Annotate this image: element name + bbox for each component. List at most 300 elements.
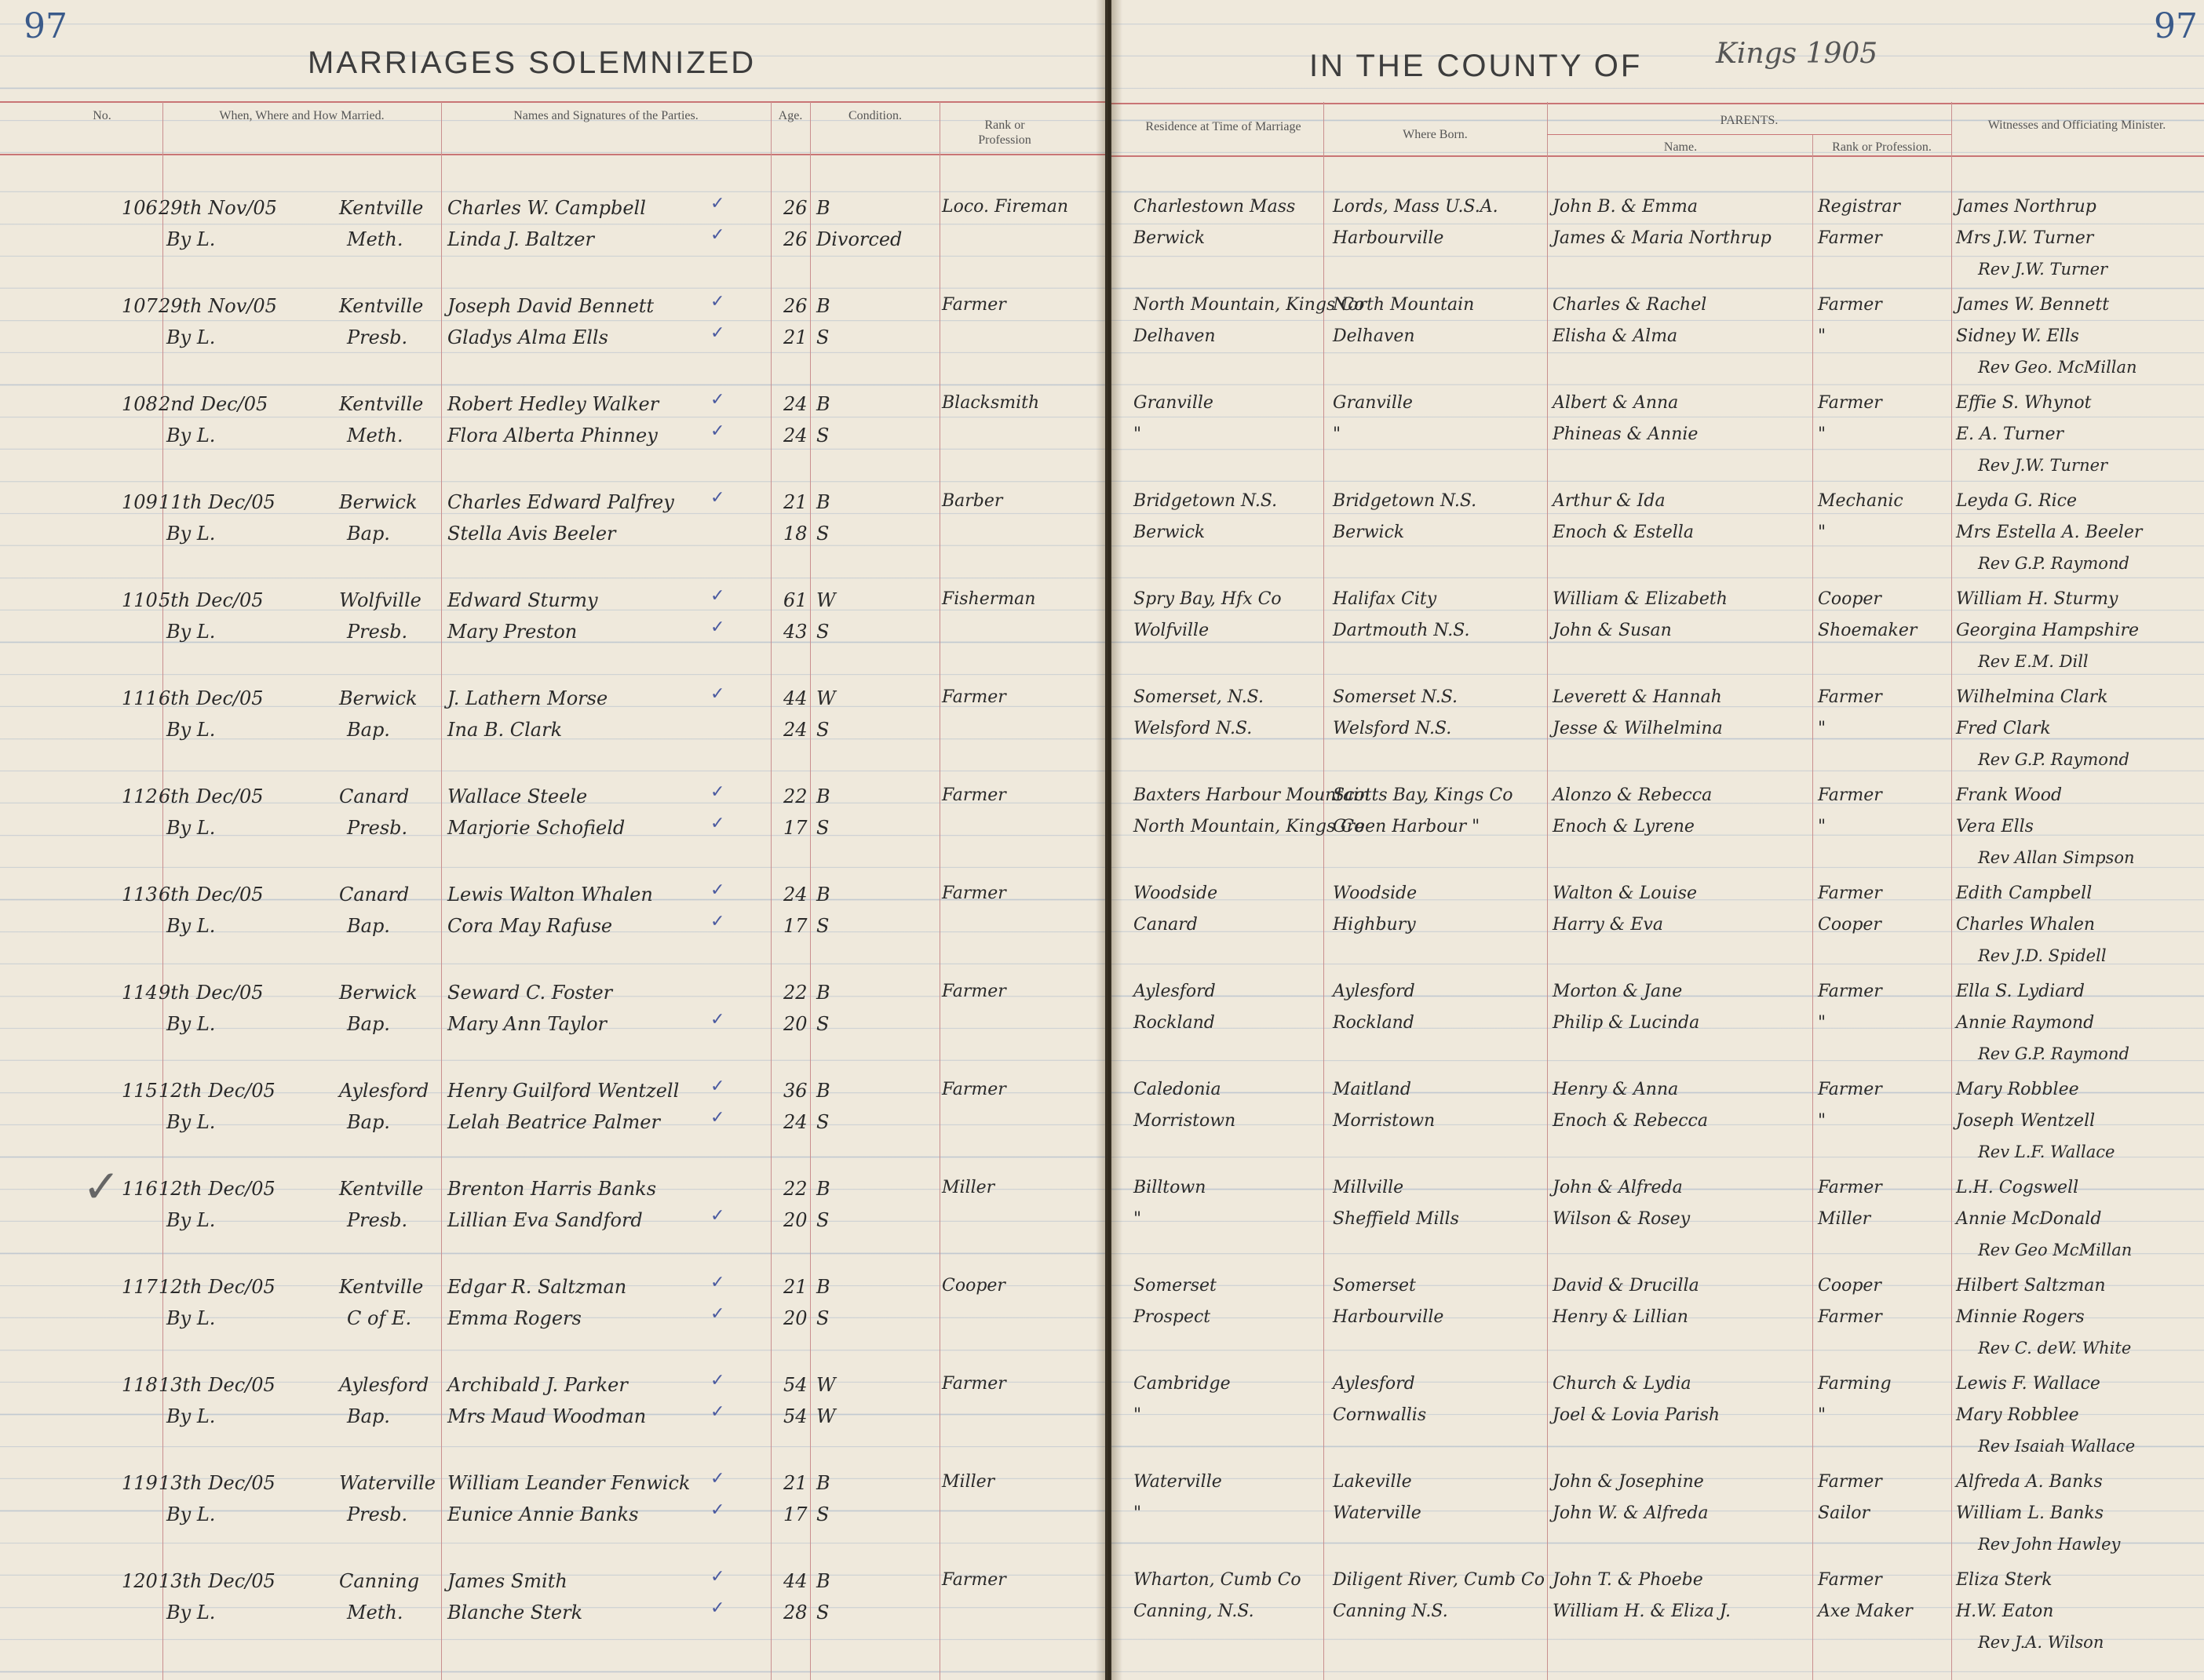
page-title-left: MARRIAGES SOLEMNIZED [308,46,757,80]
bride-name: Emma Rogers [447,1307,582,1329]
groom-parents-rank: Farmer [1818,295,1882,315]
bride-parents-rank: " [1818,1405,1826,1425]
witness: Edith Campbell [1956,884,2093,903]
marriage-place: Canning [339,1570,420,1592]
groom-residence: Bridgetown N.S. [1133,491,1278,511]
groom-condition: B [816,393,830,415]
bride-parents-rank: Cooper [1818,915,1881,935]
bride-parents-rank: Farmer [1818,1307,1882,1327]
entry-number: 110 [122,589,158,611]
bride-age: 24 [783,1111,808,1133]
marriage-date: 6th Dec/05 [159,687,264,709]
groom-name: Charles W. Campbell [447,197,646,219]
verification-check: ✓ [710,488,725,508]
entry-number: 108 [122,393,158,415]
marriage-date: 13th Dec/05 [159,1570,276,1592]
bride-parents-rank: Miller [1818,1209,1871,1229]
witness: Mary Robblee [1956,1405,2079,1425]
bride-name: Lillian Eva Sandford [447,1209,643,1231]
marriage-place: Berwick [339,687,418,709]
groom-residence: Somerset [1133,1276,1217,1296]
header-rule-bottom [1111,155,2204,157]
groom-residence: Granville [1133,393,1213,413]
groom-birthplace: Maitland [1333,1080,1411,1099]
bride-birthplace: Welsford N.S. [1333,719,1452,738]
witness: Charles Whalen [1956,915,2096,935]
marriage-date: 13th Dec/05 [159,1374,276,1396]
groom-parents-rank: Cooper [1818,589,1881,609]
bride-age: 21 [783,326,808,348]
groom-name: James Smith [447,1570,567,1592]
groom-birthplace: Bridgetown N.S. [1333,491,1477,511]
bride-age: 20 [783,1307,808,1329]
verification-check: ✓ [710,782,725,802]
groom-condition: B [816,1080,830,1102]
license-type: By L. [166,1307,216,1329]
column-rule [1323,102,1324,1680]
officiating-minister: Rev J.A. Wilson [1978,1633,2104,1652]
bride-parents: Henry & Lillian [1553,1307,1688,1327]
marriage-place: Kentville [339,1178,424,1200]
license-type: By L. [166,326,216,348]
officiating-minister: Rev Geo McMillan [1978,1241,2133,1259]
groom-residence: Spry Bay, Hfx Co [1133,589,1282,609]
groom-birthplace: Granville [1333,393,1413,413]
header-residence: Residence at Time of Marriage [1145,120,1301,133]
denomination: Presb. [347,1209,408,1231]
groom-parents-rank: Mechanic [1818,491,1903,511]
bride-condition: S [816,621,830,643]
groom-parents: John & Josephine [1553,1472,1704,1492]
witness: Eliza Sterk [1956,1570,2053,1590]
bride-parents: Philip & Lucinda [1553,1013,1700,1033]
groom-parents: John T. & Phoebe [1553,1570,1703,1590]
witness: Hilbert Saltzman [1956,1276,2106,1296]
groom-parents: Arthur & Ida [1553,491,1666,511]
witness: Lewis F. Wallace [1956,1374,2100,1394]
groom-name: Lewis Walton Whalen [447,884,653,906]
groom-parents-rank: Farmer [1818,393,1882,413]
header-no: No. [93,109,111,122]
bride-parents-rank: " [1818,719,1826,738]
verification-check: ✓ [710,618,725,637]
marriage-date: 11th Dec/05 [159,491,276,513]
header-age: Age. [778,109,803,122]
groom-parents-rank: Farmer [1818,687,1882,707]
verification-check: ✓ [710,225,725,245]
groom-name: Seward C. Foster [447,982,613,1004]
bride-age: 20 [783,1013,808,1035]
officiating-minister: Rev J.D. Spidell [1978,946,2107,965]
page-title-right: IN THE COUNTY OF [1309,49,1643,83]
column-rule [441,102,442,1680]
bride-residence: " [1133,425,1142,444]
groom-birthplace: Lords, Mass U.S.A. [1333,197,1498,217]
bride-parents-rank: " [1818,326,1826,346]
entry-number: 113 [122,884,158,906]
bride-residence: Berwick [1133,228,1206,248]
groom-name: Edward Sturmy [447,589,598,611]
verification-check: ✓ [710,1598,725,1618]
license-type: By L. [166,621,216,643]
header-rank: Rank or Profession [978,118,1031,147]
bride-residence: Berwick [1133,523,1206,542]
bride-parents-rank: Farmer [1818,228,1882,248]
verification-check: ✓ [710,1567,725,1587]
entry-number: 117 [122,1276,158,1298]
right-page [1111,0,2204,1680]
bride-residence: Prospect [1133,1307,1211,1327]
witness: Fred Clark [1956,719,2051,738]
groom-birthplace: North Mountain [1333,295,1475,315]
groom-age: 26 [783,295,808,317]
verification-check: ✓ [710,421,725,441]
marriage-date: 29th Nov/05 [159,295,277,317]
bride-parents: Phineas & Annie [1553,425,1699,444]
bride-name: Eunice Annie Banks [447,1503,639,1525]
bride-birthplace: Waterville [1333,1503,1421,1523]
header-parents-rank: Rank or Profession. [1832,140,1932,154]
groom-name: Wallace Steele [447,785,588,807]
bride-name: Ina B. Clark [447,719,563,741]
bride-residence: " [1133,1503,1142,1523]
bride-condition: S [816,719,830,741]
bride-condition: S [816,817,830,839]
groom-residence: Wharton, Cumb Co [1133,1570,1301,1590]
bride-condition: S [816,915,830,937]
bride-condition: S [816,1209,830,1231]
witness: Mrs Estella A. Beeler [1956,523,2143,542]
bride-condition: S [816,1013,830,1035]
bride-name: Cora May Rafuse [447,915,613,937]
groom-name: Robert Hedley Walker [447,393,659,415]
groom-age: 24 [783,884,808,906]
officiating-minister: Rev G.P. Raymond [1978,554,2129,573]
groom-parents: William & Elizabeth [1553,589,1728,609]
verification-check: ✓ [710,1371,725,1390]
entry-number: 114 [122,982,158,1004]
bride-age: 20 [783,1209,808,1231]
groom-profession: Farmer [942,884,1006,903]
groom-condition: W [816,589,836,611]
groom-age: 22 [783,1178,808,1200]
witness: E. A. Turner [1956,425,2064,444]
witness: William L. Banks [1956,1503,2104,1523]
denomination: Meth. [347,1602,403,1624]
denomination: C of E. [347,1307,412,1329]
bride-residence: North Mountain, Kings Co [1133,817,1365,836]
bride-parents: William H. & Eliza J. [1553,1602,1731,1621]
groom-profession: Farmer [942,295,1006,315]
bride-parents: Harry & Eva [1553,915,1663,935]
bride-birthplace: Green Harbour " [1333,817,1480,836]
groom-name: Charles Edward Palfrey [447,491,674,513]
marriage-place: Kentville [339,393,424,415]
groom-profession: Farmer [942,982,1006,1001]
groom-parents: John B. & Emma [1553,197,1699,217]
denomination: Presb. [347,1503,408,1525]
bride-residence: " [1133,1405,1142,1425]
marriage-place: Wolfville [339,589,421,611]
groom-birthplace: Somerset [1333,1276,1416,1296]
bride-residence: Canning, N.S. [1133,1602,1254,1621]
groom-parents-rank: Cooper [1818,1276,1881,1296]
entry-number: 119 [122,1472,158,1494]
groom-residence: Baxters Harbour Mountain [1133,785,1370,805]
verification-check: ✓ [710,1108,725,1128]
bride-residence: Welsford N.S. [1133,719,1253,738]
bride-parents-rank: " [1818,425,1826,444]
groom-residence: Somerset, N.S. [1133,687,1264,707]
bride-name: Stella Avis Beeler [447,523,616,545]
groom-age: 21 [783,1276,808,1298]
groom-name: Brenton Harris Banks [447,1178,657,1200]
groom-parents: Morton & Jane [1553,982,1683,1001]
header-born: Where Born. [1403,128,1468,141]
bride-age: 18 [783,523,808,545]
license-type: By L. [166,1111,216,1133]
officiating-minister: Rev Geo. McMillan [1978,358,2137,377]
denomination: Bap. [347,1405,390,1427]
bride-age: 24 [783,719,808,741]
groom-profession: Farmer [942,1080,1006,1099]
bride-birthplace: Dartmouth N.S. [1333,621,1470,640]
bride-age: 17 [783,915,808,937]
verification-check: ✓ [710,684,725,704]
bride-condition: S [816,1602,830,1624]
groom-condition: W [816,687,836,709]
groom-parents-rank: Farmer [1818,884,1882,903]
witness: Ella S. Lydiard [1956,982,2085,1001]
marriage-place: Kentville [339,1276,424,1298]
verification-check: ✓ [710,292,725,312]
bride-parents-rank: " [1818,523,1826,542]
verification-check: ✓ [710,814,725,833]
bride-parents-rank: Axe Maker [1818,1602,1913,1621]
witness: Vera Ells [1956,817,2034,836]
groom-profession: Barber [942,491,1003,511]
license-type: By L. [166,523,216,545]
marriage-place: Aylesford [339,1080,429,1102]
marriage-place: Berwick [339,982,418,1004]
bride-parents: Enoch & Estella [1553,523,1694,542]
witness: Joseph Wentzell [1956,1111,2096,1131]
entry-number: 107 [122,295,158,317]
groom-age: 44 [783,687,808,709]
column-rule [771,102,772,1680]
bride-parents-rank: " [1818,1013,1826,1033]
groom-age: 61 [783,589,808,611]
witness: Annie Raymond [1956,1013,2095,1033]
groom-birthplace: Halifax City [1333,589,1437,609]
groom-parents-rank: Registrar [1818,197,1900,217]
marriage-date: 9th Dec/05 [159,982,264,1004]
groom-profession: Farmer [942,1570,1006,1590]
officiating-minister: Rev Allan Simpson [1978,848,2135,867]
bride-condition: W [816,1405,836,1427]
groom-condition: B [816,785,830,807]
groom-name: William Leander Fenwick [447,1472,691,1494]
groom-residence: Cambridge [1133,1374,1231,1394]
groom-parents-rank: Farmer [1818,1178,1882,1197]
officiating-minister: Rev J.W. Turner [1978,260,2108,279]
bride-parents-rank: Shoemaker [1818,621,1918,640]
groom-birthplace: Lakeville [1333,1472,1412,1492]
entry-number: 118 [122,1374,158,1396]
verification-check: ✓ [710,390,725,410]
witness: Annie McDonald [1956,1209,2102,1229]
groom-profession: Farmer [942,785,1006,805]
officiating-minister: Rev L.F. Wallace [1978,1142,2115,1161]
marriage-date: 12th Dec/05 [159,1080,276,1102]
bride-age: 17 [783,817,808,839]
groom-age: 26 [783,197,808,219]
marriage-place: Berwick [339,491,418,513]
officiating-minister: Rev G.P. Raymond [1978,1044,2129,1063]
header-parents-name: Name. [1663,140,1698,154]
verification-check: ✓ [710,194,725,213]
entry-number: 111 [122,687,158,709]
groom-residence: Charlestown Mass [1133,197,1296,217]
bride-age: 43 [783,621,808,643]
header-condition: Condition. [848,109,902,122]
bride-residence: Delhaven [1133,326,1216,346]
verification-check: ✓ [710,1402,725,1422]
witness: Mrs J.W. Turner [1956,228,2094,248]
bride-birthplace: Morristown [1333,1111,1436,1131]
entry-number: 120 [122,1570,158,1592]
bride-name: Gladys Alma Ells [447,326,608,348]
denomination: Presb. [347,621,408,643]
denomination: Bap. [347,1111,390,1133]
groom-birthplace: Diligent River, Cumb Co [1333,1570,1545,1590]
groom-name: Edgar R. Saltzman [447,1276,627,1298]
bride-parents: Wilson & Rosey [1553,1209,1691,1229]
bride-parents: Joel & Lovia Parish [1553,1405,1721,1425]
groom-age: 44 [783,1570,808,1592]
book-gutter [1096,0,1122,1680]
bride-birthplace: Berwick [1333,523,1405,542]
groom-profession: Fisherman [942,589,1036,609]
bride-birthplace: Canning N.S. [1333,1602,1448,1621]
witness: L.H. Cogswell [1956,1178,2079,1197]
groom-condition: B [816,295,830,317]
verification-check: ✓ [710,1077,725,1096]
bride-parents: James & Maria Northrup [1553,228,1772,248]
witness: Effie S. Whynot [1956,393,2092,413]
license-type: By L. [166,1405,216,1427]
bride-birthplace: Sheffield Mills [1333,1209,1459,1229]
groom-age: 21 [783,1472,808,1494]
page-number-right: 97 [2154,6,2198,46]
column-rule [1951,102,1952,1680]
bride-birthplace: Harbourville [1333,1307,1444,1327]
groom-age: 36 [783,1080,808,1102]
groom-condition: W [816,1374,836,1396]
groom-condition: B [816,1276,830,1298]
groom-residence: Aylesford [1133,982,1216,1001]
officiating-minister: Rev E.M. Dill [1978,652,2089,671]
license-type: By L. [166,1602,216,1624]
license-type: By L. [166,915,216,937]
verification-check: ✓ [710,1010,725,1030]
entry-number: 115 [122,1080,158,1102]
license-type: By L. [166,425,216,446]
witness: H.W. Eaton [1956,1602,2054,1621]
groom-birthplace: Scotts Bay, Kings Co [1333,785,1513,805]
column-rule [810,102,811,1680]
bride-parents: Enoch & Rebecca [1553,1111,1708,1131]
bride-parents: Jesse & Wilhelmina [1553,719,1723,738]
header-names: Names and Signatures of the Parties. [513,109,699,122]
denomination: Bap. [347,915,390,937]
witness: Alfreda A. Banks [1956,1472,2103,1492]
bride-residence: Rockland [1133,1013,1215,1033]
bride-residence: Wolfville [1133,621,1210,640]
groom-age: 22 [783,785,808,807]
witness: William H. Sturmy [1956,589,2118,609]
groom-birthplace: Aylesford [1333,1374,1415,1394]
bride-residence: Canard [1133,915,1198,935]
groom-age: 22 [783,982,808,1004]
marriage-date: 6th Dec/05 [159,785,264,807]
groom-profession: Loco. Fireman [942,197,1069,217]
denomination: Presb. [347,326,408,348]
license-type: By L. [166,1209,216,1231]
verification-check: ✓ [710,323,725,343]
groom-profession: Blacksmith [942,393,1040,413]
verification-check: ✓ [710,586,725,606]
marriage-place: Kentville [339,295,424,317]
officiating-minister: Rev J.W. Turner [1978,456,2108,475]
county-name: Kings 1905 [1716,38,1878,70]
bride-condition: S [816,1111,830,1133]
license-type: By L. [166,1503,216,1525]
groom-profession: Cooper [942,1276,1005,1296]
marriage-date: 2nd Dec/05 [159,393,268,415]
groom-age: 24 [783,393,808,415]
bride-birthplace: Rockland [1333,1013,1414,1033]
bride-birthplace: Highbury [1333,915,1416,935]
denomination: Bap. [347,719,390,741]
bride-name: Flora Alberta Phinney [447,425,658,446]
bride-birthplace: Harbourville [1333,228,1444,248]
entry-number: 112 [122,785,158,807]
groom-residence: North Mountain, Kings Co [1133,295,1365,315]
witness: Frank Wood [1956,785,2063,805]
denomination: Bap. [347,523,390,545]
license-type: By L. [166,817,216,839]
witness: Mary Robblee [1956,1080,2079,1099]
groom-parents: David & Drucilla [1553,1276,1699,1296]
bride-parents: John & Susan [1553,621,1672,640]
groom-condition: B [816,197,830,219]
bride-name: Mrs Maud Woodman [447,1405,647,1427]
witness: Georgina Hampshire [1956,621,2140,640]
bride-parents: John W. & Alfreda [1553,1503,1709,1523]
groom-parents-rank: Farming [1818,1374,1892,1394]
groom-condition: B [816,1570,830,1592]
groom-birthplace: Millville [1333,1178,1404,1197]
groom-residence: Woodside [1133,884,1218,903]
groom-age: 54 [783,1374,808,1396]
entry-number: 116 [122,1178,158,1200]
bride-name: Marjorie Schofield [447,817,626,839]
witness: Wilhelmina Clark [1956,687,2108,707]
groom-parents-rank: Farmer [1818,982,1882,1001]
bride-age: 54 [783,1405,808,1427]
groom-condition: B [816,982,830,1004]
